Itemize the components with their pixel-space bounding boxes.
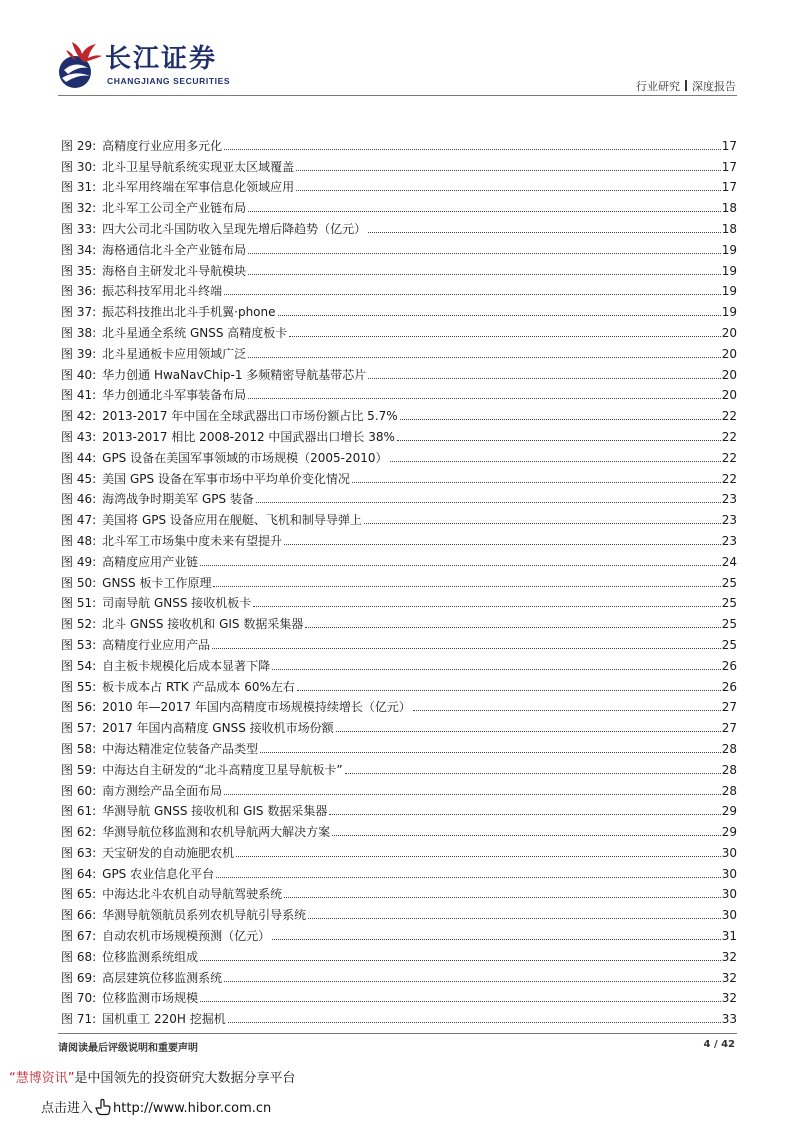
figure-number: 图 60: (61, 783, 97, 798)
figure-title: 美国将 GPS 设备应用在舰艇、飞机和制导导弹上 (102, 513, 362, 528)
figure-number: 图 56: (61, 700, 97, 715)
figure-number: 图 38: (61, 325, 97, 340)
dot-leader (368, 378, 720, 379)
figure-title: GPS 设备在美国军事领域的市场规模（2005-2010） (102, 450, 388, 465)
dot-leader (272, 939, 721, 940)
figure-page: 33 (721, 1012, 737, 1027)
figure-title: 司南导航 GNSS 接收机板卡 (102, 596, 252, 611)
promo-tagline: 是中国领先的投资研究大数据分享平台 (74, 1071, 296, 1086)
dot-leader (228, 1022, 721, 1023)
dot-leader (256, 502, 721, 503)
figure-title: 美国 GPS 设备在军事市场中平均单价变化情况 (102, 471, 350, 486)
toc-entry[interactable] (61, 901, 737, 922)
figure-page: 27 (721, 721, 737, 736)
figure-page: 20 (721, 388, 737, 403)
figure-title: 2013-2017 年中国在全球武器出口市场份额占比 5.7% (102, 409, 398, 424)
figure-page: 25 (721, 637, 737, 652)
dot-leader (390, 461, 721, 462)
figure-page: 19 (721, 305, 737, 320)
figure-number: 图 64: (61, 866, 97, 881)
dot-leader (248, 211, 721, 212)
figure-title: 天宝研发的自动施肥农机 (102, 845, 235, 860)
dot-leader (224, 981, 721, 982)
figure-page: 20 (721, 325, 737, 340)
figure-number: 图 34: (61, 242, 97, 257)
footer-divider (58, 1033, 737, 1034)
dot-leader (248, 357, 721, 358)
logo-chinese-name: 长江证券 (105, 44, 218, 74)
figure-number: 图 59: (61, 762, 97, 777)
toc-entry[interactable] (61, 361, 737, 382)
toc-entry[interactable] (61, 631, 737, 652)
toc-entry[interactable] (61, 236, 737, 257)
figure-number: 图 66: (61, 908, 97, 923)
dot-leader (200, 1001, 721, 1002)
report-type-tag (636, 78, 736, 94)
figure-number: 图 35: (61, 263, 97, 278)
figure-number: 图 48: (61, 533, 97, 548)
disclaimer-note: 请阅读最后评级说明和重要声明 (58, 1043, 198, 1054)
promo-brand: “慧博资讯” (9, 1071, 75, 1086)
toc-entry[interactable] (61, 340, 737, 361)
figure-page: 17 (721, 159, 737, 174)
figure-title: 四大公司北斗国防收入呈现先增后降趋势（亿元） (102, 221, 367, 236)
header-divider (58, 95, 737, 96)
figure-title: 2017 年国内高精度 GNSS 接收机市场份额 (102, 721, 334, 736)
figure-title: 华测导航 GNSS 接收机和 GIS 数据采集器 (102, 804, 328, 819)
dot-leader (329, 814, 720, 815)
figure-title: 海格通信北斗全产业链布局 (102, 242, 247, 257)
figure-title: 北斗军工公司全产业链布局 (102, 201, 247, 216)
dot-leader (200, 565, 721, 566)
figure-title: 中海达自主研发的“北斗高精度卫星导航板卡” (102, 762, 343, 777)
toc-entry[interactable] (61, 382, 737, 403)
figure-page: 25 (721, 617, 737, 632)
figure-page: 30 (721, 908, 737, 923)
toc-entry[interactable] (61, 423, 737, 444)
toc-entry[interactable] (61, 673, 737, 694)
figure-title: 北斗军用终端在军事信息化领域应用 (102, 180, 295, 195)
figure-page: 23 (721, 492, 737, 507)
toc-entry[interactable] (61, 839, 737, 860)
figure-number: 图 49: (61, 554, 97, 569)
figure-title: 北斗 GNSS 接收机和 GIS 数据采集器 (102, 617, 304, 632)
figure-title: 中海达精准定位装备产品类型 (102, 741, 259, 756)
toc-entry[interactable] (61, 465, 737, 486)
figure-title: 北斗星通板卡应用领域广泛 (102, 346, 247, 361)
dot-leader (212, 648, 721, 649)
toc-entry[interactable] (61, 985, 737, 1006)
figure-page: 24 (721, 554, 737, 569)
dot-leader (278, 315, 721, 316)
toc-entry[interactable] (61, 590, 737, 611)
figure-page: 29 (721, 825, 737, 840)
toc-entry[interactable] (61, 652, 737, 673)
figure-page: 19 (721, 242, 737, 257)
dot-leader (413, 710, 721, 711)
figure-title: 华力创通北斗军事装备布局 (102, 388, 247, 403)
figure-number: 图 53: (61, 637, 97, 652)
logo-english-name: CHANGJIANG SECURITIES (107, 76, 231, 86)
dot-leader (345, 773, 721, 774)
figure-title: 北斗军工市场集中度未来有望提升 (102, 533, 283, 548)
toc-entry[interactable] (61, 881, 737, 902)
toc-entry[interactable] (61, 964, 737, 985)
dot-leader (352, 482, 721, 483)
figure-number: 图 54: (61, 658, 97, 673)
promo-line-1 (9, 1067, 296, 1086)
figure-page: 20 (721, 346, 737, 361)
figure-page: 28 (721, 783, 737, 798)
toc-entry[interactable] (61, 777, 737, 798)
figure-page: 26 (721, 679, 737, 694)
toc-entry[interactable] (61, 860, 737, 881)
figure-title: 自主板卡规模化后成本显著下降 (102, 658, 271, 673)
toc-entry[interactable] (61, 278, 737, 299)
figure-number: 图 58: (61, 741, 97, 756)
figure-page: 18 (721, 201, 737, 216)
figure-title: 海格自主研发北斗导航模块 (102, 263, 247, 278)
figure-number: 图 30: (61, 159, 97, 174)
figure-page: 31 (721, 929, 737, 944)
figure-title: 北斗星通全系统 GNSS 高精度板卡 (102, 325, 288, 340)
figure-title: 板卡成本占 RTK 产品成本 60%左右 (102, 679, 295, 694)
figure-title: 高精度行业应用产品 (102, 637, 211, 652)
dot-leader (284, 897, 721, 898)
tag-industry-research: 行业研究 (636, 80, 680, 93)
figure-number: 图 51: (61, 596, 97, 611)
figure-title: 振芯科技军用北斗终端 (102, 284, 223, 299)
figure-page: 32 (721, 991, 737, 1006)
dot-leader (400, 419, 721, 420)
figure-number: 图 40: (61, 367, 97, 382)
dot-leader (224, 294, 721, 295)
figure-page: 32 (721, 949, 737, 964)
figure-number: 图 52: (61, 617, 97, 632)
figure-page: 28 (721, 762, 737, 777)
figure-page: 26 (721, 658, 737, 673)
figure-title: 南方测绘产品全面布局 (102, 783, 223, 798)
figure-number: 图 32: (61, 201, 97, 216)
figure-page: 30 (721, 866, 737, 881)
dot-leader (260, 752, 721, 753)
figure-title: 自动农机市场规模预测（亿元） (102, 929, 271, 944)
changjiang-logo-icon (58, 40, 102, 90)
figure-title: 位移监测系统组成 (102, 949, 199, 964)
figure-number: 图 37: (61, 305, 97, 320)
dot-leader (296, 190, 721, 191)
figure-page: 20 (721, 367, 737, 382)
dot-leader (297, 690, 721, 691)
figure-page: 22 (721, 471, 737, 486)
figure-number: 图 70: (61, 991, 97, 1006)
toc-entry[interactable] (61, 922, 737, 943)
pointing-hand-icon (94, 1098, 112, 1116)
toc-entry[interactable] (61, 694, 737, 715)
toc-entry[interactable] (61, 174, 737, 195)
dot-leader (224, 149, 721, 150)
page-number: 4 / 42 (703, 1039, 735, 1050)
figure-table-of-contents (61, 132, 737, 1026)
figure-title: 2010 年—2017 年国内高精度市场规模持续增长（亿元） (102, 700, 411, 715)
figure-page: 27 (721, 700, 737, 715)
figure-number: 图 65: (61, 887, 97, 902)
toc-entry[interactable] (61, 527, 737, 548)
figure-number: 图 69: (61, 970, 97, 985)
toc-entry[interactable] (61, 548, 737, 569)
figure-page: 30 (721, 887, 737, 902)
promo-line-2 (41, 1097, 271, 1116)
figure-number: 图 44: (61, 450, 97, 465)
toc-entry[interactable] (61, 818, 737, 839)
figure-number: 图 57: (61, 721, 97, 736)
dot-leader (213, 586, 720, 587)
figure-title: GNSS 板卡工作原理 (102, 575, 212, 590)
figure-page: 25 (721, 575, 737, 590)
figure-page: 23 (721, 533, 737, 548)
figure-number: 图 55: (61, 679, 97, 694)
toc-entry[interactable] (61, 194, 737, 215)
figure-title: 高精度应用产业链 (102, 554, 199, 569)
toc-entry[interactable] (61, 215, 737, 236)
figure-title: 中海达北斗农机自动导航驾驶系统 (102, 887, 283, 902)
figure-title: 振芯科技推出北斗手机翼·phone (102, 305, 276, 320)
figure-page: 18 (721, 221, 737, 236)
toc-entry[interactable] (61, 756, 737, 777)
dot-leader (248, 274, 721, 275)
figure-number: 图 62: (61, 825, 97, 840)
dot-leader (248, 398, 721, 399)
dot-leader (336, 731, 721, 732)
figure-page: 28 (721, 741, 737, 756)
toc-entry[interactable] (61, 402, 737, 423)
figure-number: 图 47: (61, 513, 97, 528)
figure-number: 图 71: (61, 1012, 97, 1027)
figure-title: 位移监测市场规模 (102, 991, 199, 1006)
toc-entry[interactable] (61, 506, 737, 527)
figure-page: 29 (721, 804, 737, 819)
figure-title: 国机重工 220H 挖掘机 (102, 1012, 226, 1027)
toc-entry[interactable] (61, 132, 737, 153)
figure-title: 北斗卫星导航系统实现亚太区域覆盖 (102, 159, 295, 174)
figure-number: 图 42: (61, 409, 97, 424)
figure-title: 华力创通 HwaNavChip-1 多频精密导航基带芯片 (102, 367, 367, 382)
figure-number: 图 31: (61, 180, 97, 195)
figure-page: 23 (721, 513, 737, 528)
figure-number: 图 46: (61, 492, 97, 507)
figure-title: 华测导航领航员系列农机导航引导系统 (102, 908, 307, 923)
dot-leader (284, 544, 721, 545)
toc-entry[interactable] (61, 714, 737, 735)
figure-number: 图 61: (61, 804, 97, 819)
page-header (0, 0, 793, 100)
figure-page: 25 (721, 596, 737, 611)
figure-title: GPS 农业信息化平台 (102, 866, 215, 881)
company-logo (58, 40, 248, 92)
toc-entry[interactable] (61, 444, 737, 465)
figure-page: 22 (721, 409, 737, 424)
dot-leader (305, 627, 720, 628)
dot-leader (200, 960, 721, 961)
dot-leader (289, 336, 720, 337)
figure-page: 22 (721, 450, 737, 465)
dot-leader (224, 794, 721, 795)
toc-entry[interactable] (61, 610, 737, 631)
dot-leader (272, 669, 721, 670)
figure-number: 图 63: (61, 845, 97, 860)
dot-leader (248, 253, 721, 254)
figure-number: 图 45: (61, 471, 97, 486)
dot-leader (236, 856, 721, 857)
figure-number: 图 67: (61, 929, 97, 944)
toc-entry[interactable] (61, 319, 737, 340)
figure-page: 30 (721, 845, 737, 860)
hibor-link[interactable]: http://www.hibor.com.cn (113, 1101, 272, 1116)
figure-title: 2013-2017 相比 2008-2012 中国武器出口增长 38% (102, 429, 395, 444)
toc-entry[interactable] (61, 153, 737, 174)
dot-leader (308, 918, 721, 919)
figure-title: 高层建筑位移监测系统 (102, 970, 223, 985)
dot-leader (397, 440, 721, 441)
figure-number: 图 43: (61, 429, 97, 444)
dot-leader (296, 170, 721, 171)
tag-in-depth-report: 深度报告 (692, 80, 736, 93)
dot-leader (364, 523, 721, 524)
figure-page: 17 (721, 180, 737, 195)
toc-entry[interactable] (61, 943, 737, 964)
figure-page: 22 (721, 429, 737, 444)
toc-entry[interactable] (61, 569, 737, 590)
promo-click-label: 点击进入 (41, 1101, 94, 1116)
dot-leader (216, 877, 721, 878)
dot-leader (368, 232, 721, 233)
toc-entry[interactable] (61, 298, 737, 319)
figure-title: 华测导航位移监测和农机导航两大解决方案 (102, 825, 331, 840)
figure-number: 图 33: (61, 221, 97, 236)
figure-number: 图 36: (61, 284, 97, 299)
toc-entry[interactable] (61, 257, 737, 278)
toc-entry[interactable] (61, 1005, 737, 1026)
figure-number: 图 50: (61, 575, 97, 590)
toc-entry[interactable] (61, 798, 737, 819)
figure-number: 图 39: (61, 346, 97, 361)
figure-page: 19 (721, 263, 737, 278)
toc-entry[interactable] (61, 486, 737, 507)
figure-title: 海湾战争时期美军 GPS 装备 (102, 492, 254, 507)
figure-page: 17 (721, 138, 737, 153)
figure-number: 图 41: (61, 388, 97, 403)
figure-number: 图 29: (61, 138, 97, 153)
dot-leader (332, 835, 721, 836)
dot-leader (253, 606, 720, 607)
figure-number: 图 68: (61, 949, 97, 964)
figure-page: 32 (721, 970, 737, 985)
figure-page: 19 (721, 284, 737, 299)
figure-title: 高精度行业应用多元化 (102, 138, 223, 153)
tag-separator (685, 80, 687, 91)
toc-entry[interactable] (61, 735, 737, 756)
